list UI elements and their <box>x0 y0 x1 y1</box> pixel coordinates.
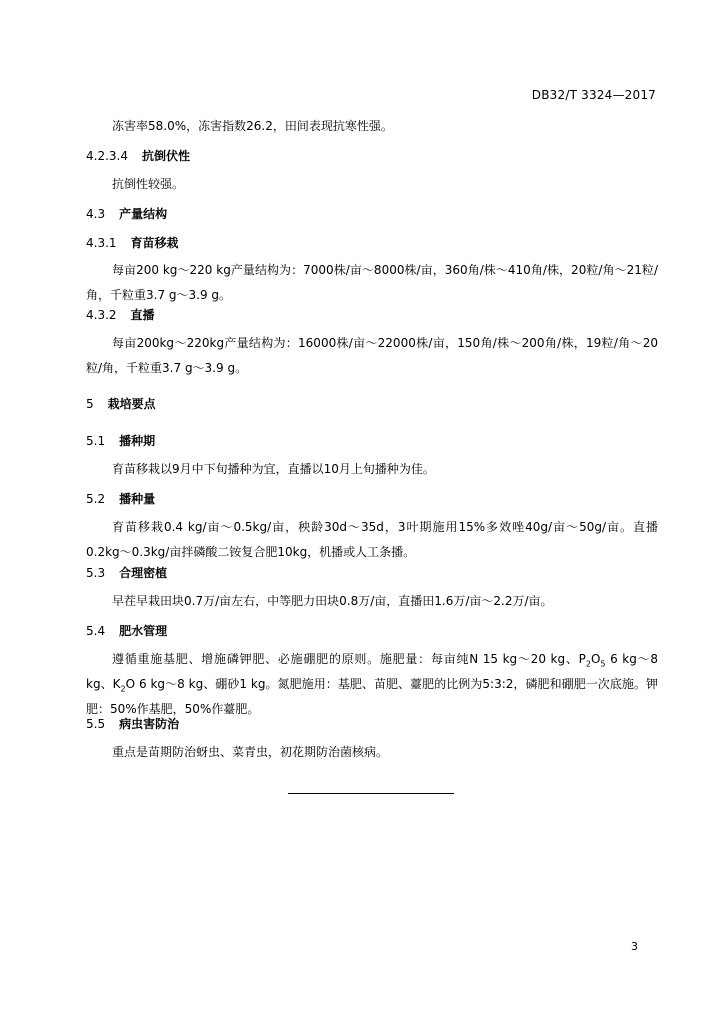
heading-4-3 <box>86 206 167 222</box>
paragraph-pest-control: 重点是苗期防治蚜虫、菜青虫，初花期防治菌核病。 <box>112 745 389 759</box>
paragraph-sowing-period: 育苗移栽以9月中下旬播种为宜，直播以10月上旬播种为佳。 <box>112 462 435 476</box>
heading-number: 4.3.2 <box>86 308 117 322</box>
heading-title: 播种期 <box>119 434 156 448</box>
heading-number: 4.3 <box>86 207 106 221</box>
subscript-k-2: 2 <box>120 684 126 694</box>
heading-4-3-2 <box>86 307 155 323</box>
heading-title: 播种量 <box>119 492 156 506</box>
heading-number: 4.3.1 <box>86 236 117 250</box>
heading-number: 5.4 <box>86 624 106 638</box>
fertilizer-text-2: O <box>590 652 601 666</box>
page-number: 3 <box>631 940 638 953</box>
heading-5-4 <box>86 623 167 639</box>
paragraph-direct-yield: 每亩200kg～220kg产量结构为：16000株/亩～22000株/亩，150角/株～200角/株，19粒/角～20粒/角，千粒重3.7 g～3.9 g。 <box>86 336 658 375</box>
heading-title: 合理密植 <box>119 566 168 580</box>
fertilizer-text-4: O 6 kg～8 kg、硼砂1 kg。氮肥施用：基肥、苗肥、薹肥的比例为5:3:2，磷肥和硼肥一次底施。钾肥：50%作基肥，50%作薹肥。 <box>86 677 658 716</box>
heading-number: 5.2 <box>86 492 106 506</box>
heading-title: 病虫害防治 <box>119 717 180 731</box>
heading-5-2 <box>86 491 155 507</box>
heading-5-3 <box>86 565 167 581</box>
heading-number: 5.3 <box>86 566 106 580</box>
heading-4-2-3-4 <box>86 148 190 164</box>
heading-5-5 <box>86 716 179 732</box>
heading-title: 肥水管理 <box>119 624 168 638</box>
heading-number: 5.1 <box>86 434 106 448</box>
heading-number: 5.5 <box>86 717 106 731</box>
heading-4-3-1 <box>86 235 179 251</box>
paragraph-planting-density: 早茬早栽田块0.7万/亩左右，中等肥力田块0.8万/亩，直播田1.6万/亩～2.2万/亩。 <box>112 594 553 608</box>
heading-title: 栽培要点 <box>107 397 156 411</box>
heading-number: 5 <box>86 397 94 411</box>
paragraph-fertilizer <box>86 647 658 722</box>
heading-title: 产量结构 <box>119 207 168 221</box>
subscript-o-5: 5 <box>600 659 606 669</box>
standard-code: DB32/T 3324—2017 <box>531 88 656 102</box>
paragraph-transplant-yield: 每亩200 kg～220 kg产量结构为：7000株/亩～8000株/亩，360角/株～410角/株，20粒/角～21粒/角，千粒重3.7 g～3.9 g。 <box>86 263 658 302</box>
heading-title: 育苗移栽 <box>130 236 179 250</box>
heading-title: 抗倒伏性 <box>141 149 190 163</box>
paragraph-lodging: 抗倒性较强。 <box>112 177 185 191</box>
heading-5 <box>86 396 156 412</box>
paragraph-sowing-amount: 育苗移栽0.4 kg/亩～0.5kg/亩，秧龄30d～35d，3叶期施用15%多效唑40g/亩～50g/亩。直播0.2kg～0.3kg/亩拌磷酸二铵复合肥10kg，机播或人工条播。 <box>86 520 658 559</box>
end-of-document-rule <box>288 793 454 794</box>
fertilizer-text-1: 遵循重施基肥、增施磷钾肥、必施硼肥的原则。施肥量：每亩纯N 15 kg～20 kg、P <box>112 652 586 666</box>
heading-number: 4.2.3.4 <box>86 149 128 163</box>
heading-title: 直播 <box>130 308 155 322</box>
heading-5-1 <box>86 433 155 449</box>
fertilizer-text-3: 6 kg～8 kg、K <box>86 652 658 691</box>
subscript-p-2: 2 <box>585 659 591 669</box>
paragraph-cold-damage: 冻害率58.0%，冻害指数26.2，田间表现抗寒性强。 <box>112 119 393 133</box>
